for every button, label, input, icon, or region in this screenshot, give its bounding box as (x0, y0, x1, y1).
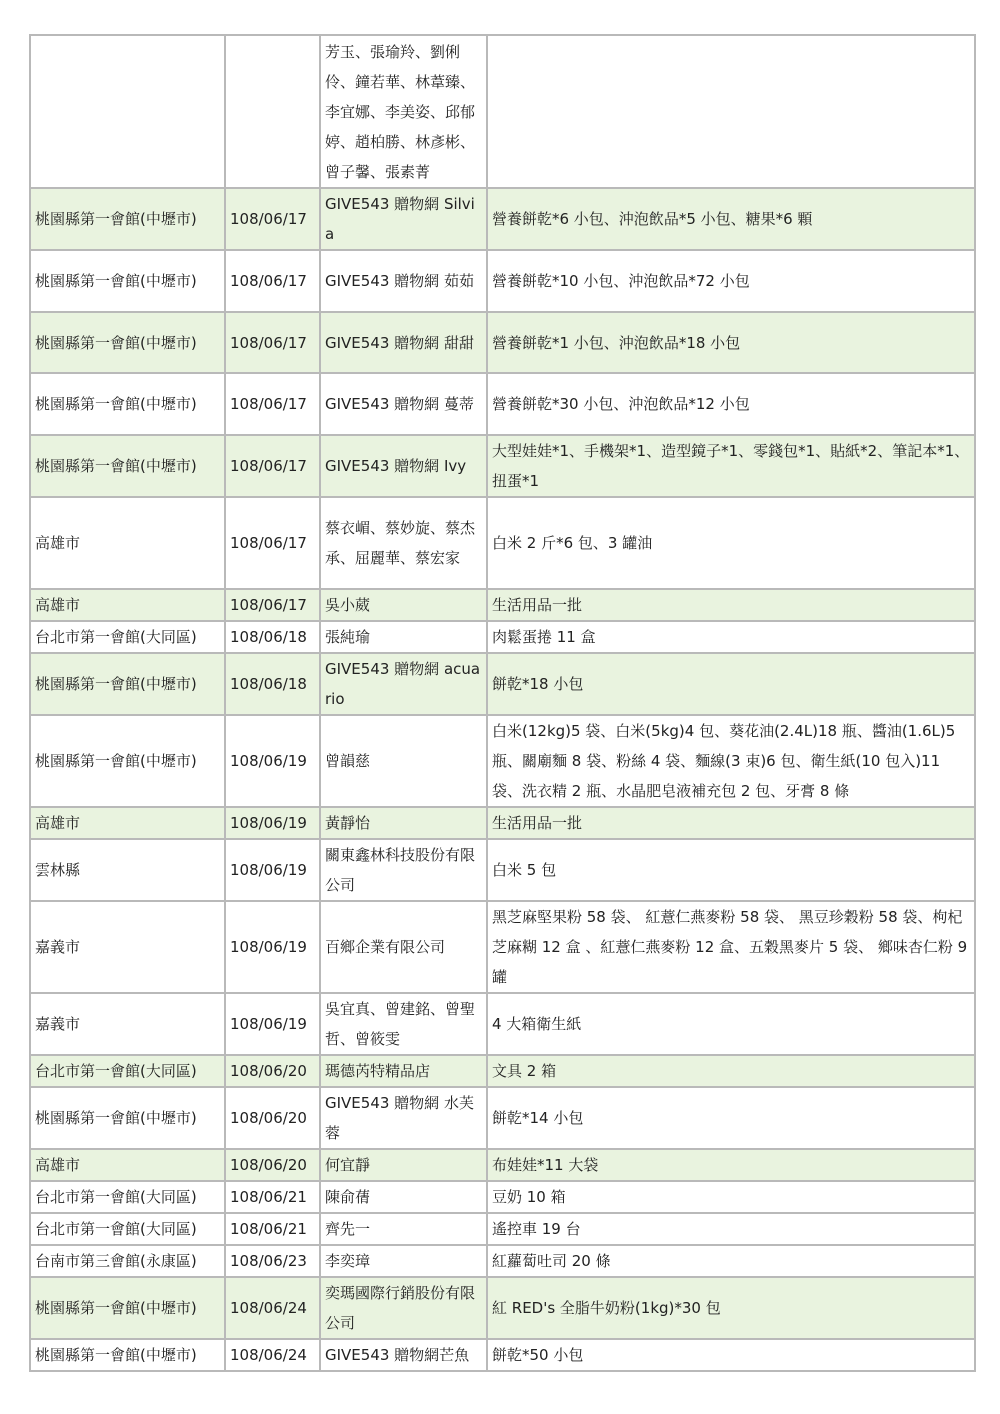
table-row (30, 1245, 975, 1277)
table-cell-donor: 黃靜怡 (320, 807, 487, 839)
table-row (30, 312, 975, 373)
table-cell-donor: GIVE543 贈物網 Silvia (320, 188, 487, 250)
table-row (30, 715, 975, 807)
table-cell-date: 108/06/17 (225, 589, 320, 621)
table-cell-items: 布娃娃*11 大袋 (487, 1149, 975, 1181)
table-cell-items: 遙控車 19 台 (487, 1213, 975, 1245)
donation-table (29, 34, 976, 1372)
table-cell-location: 雲林縣 (30, 839, 225, 901)
table-cell-donor: 曾韻慈 (320, 715, 487, 807)
table-cell-location: 桃園縣第一會館(中壢市) (30, 653, 225, 715)
table-cell-location: 桃園縣第一會館(中壢市) (30, 373, 225, 435)
table-cell-donor: GIVE543 贈物網 水芙蓉 (320, 1087, 487, 1149)
table-cell-date: 108/06/19 (225, 993, 320, 1055)
table-cell-donor: 陳俞蒨 (320, 1181, 487, 1213)
table-cell-donor: 齊先一 (320, 1213, 487, 1245)
table-cell-location: 高雄市 (30, 589, 225, 621)
table-cell-donor: GIVE543 贈物網 acuario (320, 653, 487, 715)
table-cell-items: 生活用品一批 (487, 807, 975, 839)
table-cell-donor: 吳小葳 (320, 589, 487, 621)
table-cell-items: 黑芝麻堅果粉 58 袋、 紅薏仁燕麥粉 58 袋、 黑豆珍穀粉 58 袋、枸杞芝麻糊 12 盒 、紅薏仁燕麥粉 12 盒、五穀黑麥片 5 袋、 鄉味杏仁粉 9 罐 (487, 901, 975, 993)
table-cell-donor: GIVE543 贈物網芒魚 (320, 1339, 487, 1371)
table-cell-donor: 芳玉、張瑜羚、劉俐伶、鐘若華、林葦臻、李宜娜、李美姿、邱郁婷、趙柏勝、林彥彬、曾子馨、張素菁 (320, 35, 487, 188)
table-row (30, 435, 975, 497)
table-cell-donor: 蔡衣嵋、蔡妙旋、蔡杰承、屈麗華、蔡宏家 (320, 497, 487, 589)
table-row (30, 373, 975, 435)
table-cell-location: 桃園縣第一會館(中壢市) (30, 435, 225, 497)
table-cell-date: 108/06/20 (225, 1087, 320, 1149)
table-cell-date: 108/06/19 (225, 715, 320, 807)
table-cell-location: 桃園縣第一會館(中壢市) (30, 250, 225, 312)
table-cell-location: 台北市第一會館(大同區) (30, 1181, 225, 1213)
table-cell-items (487, 35, 975, 188)
table-cell-location: 嘉義市 (30, 901, 225, 993)
table-cell-date: 108/06/17 (225, 497, 320, 589)
table-cell-donor: GIVE543 贈物網 Ivy (320, 435, 487, 497)
table-cell-date: 108/06/24 (225, 1277, 320, 1339)
table-row (30, 1213, 975, 1245)
table-cell-date: 108/06/19 (225, 901, 320, 993)
table-cell-date: 108/06/24 (225, 1339, 320, 1371)
table-cell-location: 桃園縣第一會館(中壢市) (30, 1087, 225, 1149)
table-cell-items: 白米 2 斤*6 包、3 罐油 (487, 497, 975, 589)
donation-table-body (30, 35, 975, 1371)
table-cell-items: 紅 RED's 全脂牛奶粉(1kg)*30 包 (487, 1277, 975, 1339)
table-row (30, 1181, 975, 1213)
table-row (30, 497, 975, 589)
table-row (30, 993, 975, 1055)
table-row (30, 901, 975, 993)
table-cell-date: 108/06/19 (225, 839, 320, 901)
table-cell-donor: 李奕璋 (320, 1245, 487, 1277)
table-cell-location (30, 35, 225, 188)
table-cell-date: 108/06/17 (225, 312, 320, 373)
table-row (30, 1277, 975, 1339)
table-cell-location: 高雄市 (30, 497, 225, 589)
table-cell-date: 108/06/17 (225, 250, 320, 312)
table-cell-donor: 奕瑪國際行銷股份有限公司 (320, 1277, 487, 1339)
table-row (30, 1339, 975, 1371)
table-row (30, 35, 975, 188)
table-row (30, 1087, 975, 1149)
table-cell-location: 桃園縣第一會館(中壢市) (30, 188, 225, 250)
table-cell-date (225, 35, 320, 188)
table-cell-date: 108/06/17 (225, 435, 320, 497)
table-cell-donor: 張純瑜 (320, 621, 487, 653)
table-cell-date: 108/06/17 (225, 373, 320, 435)
table-cell-items: 4 大箱衛生紙 (487, 993, 975, 1055)
table-cell-items: 營養餅乾*30 小包、沖泡飲品*12 小包 (487, 373, 975, 435)
table-cell-location: 嘉義市 (30, 993, 225, 1055)
table-cell-date: 108/06/23 (225, 1245, 320, 1277)
table-cell-items: 白米 5 包 (487, 839, 975, 901)
table-row (30, 807, 975, 839)
table-cell-date: 108/06/18 (225, 653, 320, 715)
table-cell-location: 高雄市 (30, 807, 225, 839)
table-cell-items: 紅蘿蔔吐司 20 條 (487, 1245, 975, 1277)
table-row (30, 188, 975, 250)
table-cell-donor: 吳宜真、曾建銘、曾聖哲、曾筱雯 (320, 993, 487, 1055)
table-row (30, 1149, 975, 1181)
table-cell-items: 白米(12kg)5 袋、白米(5kg)4 包、葵花油(2.4L)18 瓶、醬油(1.6L)5 瓶、關廟麵 8 袋、粉絲 4 袋、麵線(3 束)6 包、衛生紙(10 包入)11 袋、洗衣精 2 瓶、水晶肥皂液補充包 2 包、牙膏 8 條 (487, 715, 975, 807)
table-cell-items: 大型娃娃*1、手機架*1、造型鏡子*1、零錢包*1、貼紙*2、筆記本*1、扭蛋*1 (487, 435, 975, 497)
table-cell-location: 台北市第一會館(大同區) (30, 621, 225, 653)
table-cell-location: 桃園縣第一會館(中壢市) (30, 312, 225, 373)
table-cell-donor: GIVE543 贈物網 甜甜 (320, 312, 487, 373)
table-cell-date: 108/06/21 (225, 1181, 320, 1213)
table-cell-date: 108/06/20 (225, 1055, 320, 1087)
table-cell-location: 高雄市 (30, 1149, 225, 1181)
table-cell-items: 營養餅乾*1 小包、沖泡飲品*18 小包 (487, 312, 975, 373)
table-cell-date: 108/06/19 (225, 807, 320, 839)
table-cell-location: 桃園縣第一會館(中壢市) (30, 1277, 225, 1339)
table-cell-donor: 何宜靜 (320, 1149, 487, 1181)
table-cell-location: 台北市第一會館(大同區) (30, 1055, 225, 1087)
table-cell-donor: 百鄉企業有限公司 (320, 901, 487, 993)
table-cell-location: 桃園縣第一會館(中壢市) (30, 1339, 225, 1371)
table-cell-items: 豆奶 10 箱 (487, 1181, 975, 1213)
table-cell-items: 餅乾*50 小包 (487, 1339, 975, 1371)
table-cell-donor: 瑪德芮特精品店 (320, 1055, 487, 1087)
table-cell-donor: GIVE543 贈物網 茹茹 (320, 250, 487, 312)
table-cell-date: 108/06/17 (225, 188, 320, 250)
table-cell-items: 生活用品一批 (487, 589, 975, 621)
table-cell-date: 108/06/21 (225, 1213, 320, 1245)
table-cell-location: 台南市第三會館(永康區) (30, 1245, 225, 1277)
table-cell-date: 108/06/20 (225, 1149, 320, 1181)
table-row (30, 250, 975, 312)
table-cell-items: 營養餅乾*10 小包、沖泡飲品*72 小包 (487, 250, 975, 312)
table-cell-items: 文具 2 箱 (487, 1055, 975, 1087)
table-row (30, 1055, 975, 1087)
table-cell-donor: GIVE543 贈物網 蔓蒂 (320, 373, 487, 435)
table-row (30, 621, 975, 653)
table-cell-donor: 關東鑫林科技股份有限公司 (320, 839, 487, 901)
table-row (30, 653, 975, 715)
table-cell-items: 營養餅乾*6 小包、沖泡飲品*5 小包、糖果*6 顆 (487, 188, 975, 250)
table-cell-items: 餅乾*14 小包 (487, 1087, 975, 1149)
table-cell-location: 桃園縣第一會館(中壢市) (30, 715, 225, 807)
table-cell-items: 餅乾*18 小包 (487, 653, 975, 715)
table-row (30, 839, 975, 901)
table-cell-date: 108/06/18 (225, 621, 320, 653)
table-cell-location: 台北市第一會館(大同區) (30, 1213, 225, 1245)
table-row (30, 589, 975, 621)
table-cell-items: 肉鬆蛋捲 11 盒 (487, 621, 975, 653)
